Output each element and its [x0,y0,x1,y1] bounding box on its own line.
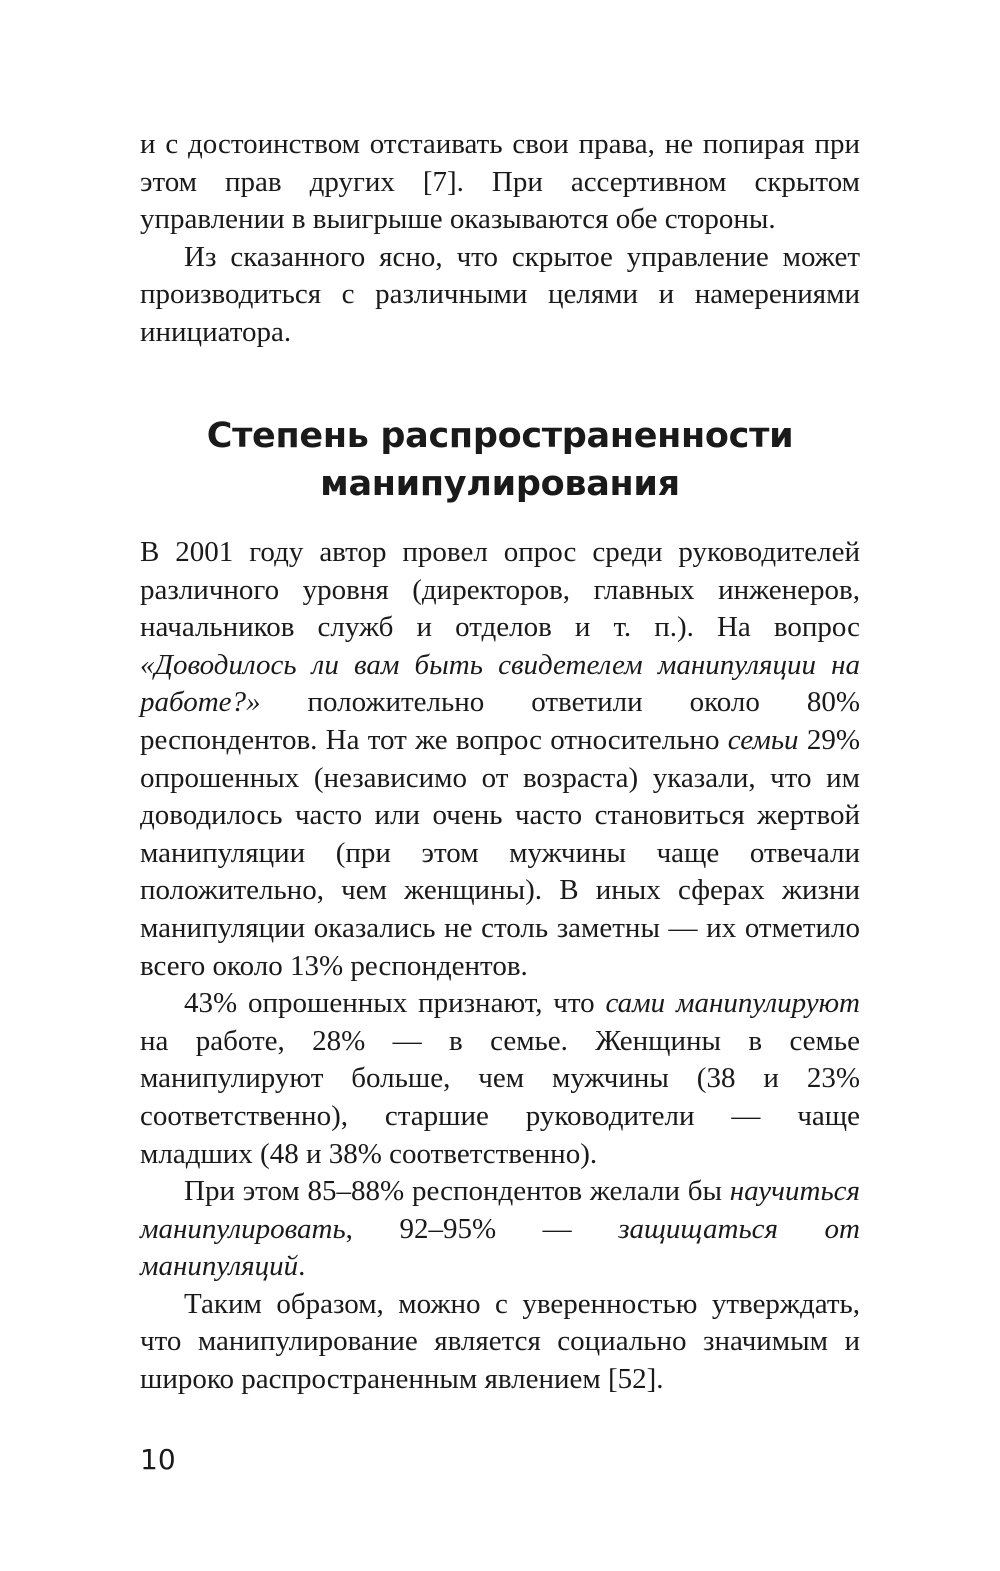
paragraph-conclusion: Из сказанного ясно, что скрытое управление может производиться с различными целями и намерениями инициатора. [140,240,860,348]
section-body [140,534,860,1399]
paragraph-survey [140,534,860,985]
survey-text-2: положительно ответили около 80% респондентов. На тот же вопрос относительно [140,686,860,756]
section-heading-line-2: манипулирования [320,464,680,504]
paragraph-summary: Таким образом, можно с уверенностью утверждать, что манипулирование является социально значимым и широко распространенным явлением [52]. [140,1287,860,1396]
section-heading [140,412,860,508]
paragraph-self-manipulation [140,985,860,1173]
self-text-2: на работе, 28% — в семье. Женщины в семье манипулируют больше, чем мужчины (38 и 23% соответственно), старшие руководители — чаще младших (48 и 38% соответственно). [140,1024,860,1170]
survey-question: «Доводилось ли вам быть свидетелем манипуляции на работе?» [140,648,860,719]
paragraph-desire [140,1173,860,1286]
survey-text-3: 29% опрошенных (независимо от возраста) указали, что им доводилось часто или очень часто становиться жертвой манипуляции (при этом мужчины чаще отвечали положительно, чем женщины). В иных сферах жизни манипуляции оказались не столь заметны — их отметило всего около 13% респондентов. [140,723,860,982]
desire-text-1: При этом 85–88% респондентов желали бы [184,1175,730,1208]
learn-manipulate-term: научиться манипулировать [140,1175,860,1245]
desire-text-2: , 92–95% — [345,1212,619,1245]
page-number: 10 [140,1443,176,1476]
self-text-1: 43% опрошенных признают, что [184,987,606,1020]
desire-text-3: . [298,1250,306,1283]
protect-term: защищаться от манипуляций [140,1212,860,1283]
survey-family-term: семьи [727,723,799,756]
section-heading-line-1: Степень распространенности [206,416,794,456]
survey-text-1: В 2001 году автор провел опрос среди руководителей различного уровня (директоров, главных инженеров, начальников служб и отделов и т. п.). На вопрос [140,536,860,644]
top-text-block [140,126,860,352]
paragraph-continuation: и с достоинством отстаивать свои права, не попирая при этом прав других [7]. При ассертивном скрытом управлении в выигрыше оказываются обе стороны. [140,128,860,236]
self-manipulate-term: сами манипулируют [605,987,860,1020]
